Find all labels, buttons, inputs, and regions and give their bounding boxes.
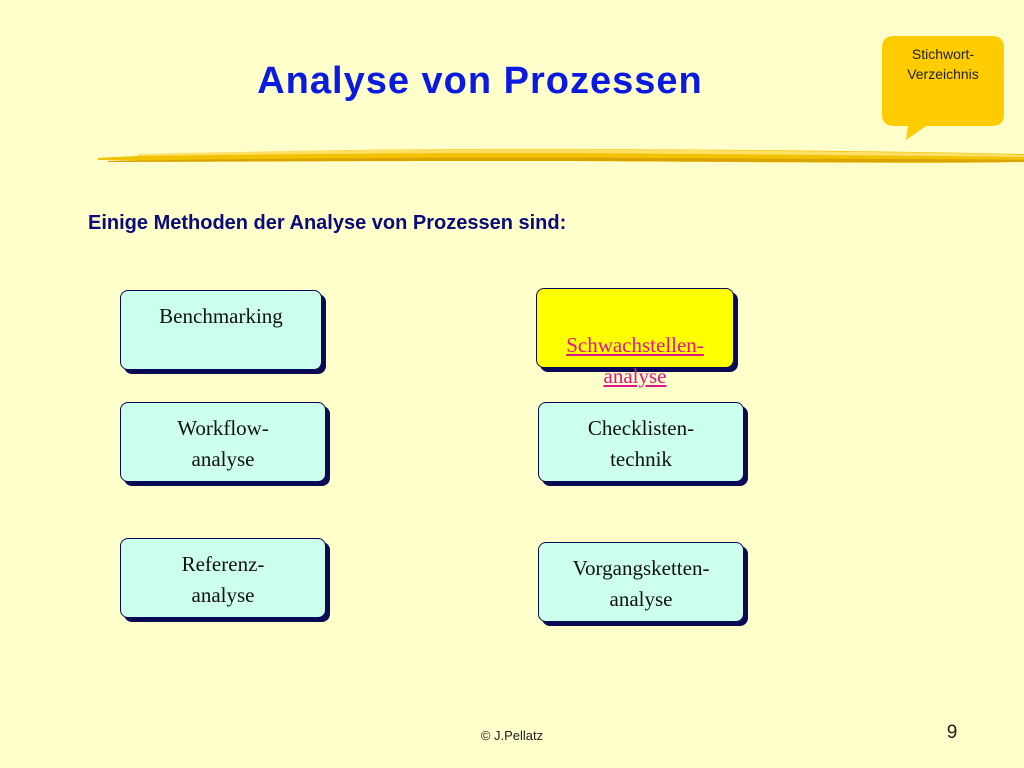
footer-copyright: © J.Pellatz bbox=[480, 728, 544, 743]
slide-title: Analyse von Prozessen bbox=[257, 60, 703, 102]
method-checklistentechnik[interactable]: Checklisten- technik bbox=[538, 402, 744, 482]
index-button[interactable]: Stichwort- Verzeichnis bbox=[907, 46, 979, 82]
method-workflowanalyse[interactable]: Workflow- analyse bbox=[120, 402, 326, 482]
section-heading: Einige Methoden der Analyse von Prozessen sind: bbox=[88, 212, 567, 234]
method-schwachstellenanalyse-link[interactable] bbox=[536, 288, 734, 388]
title-underline-brushstroke bbox=[98, 142, 1024, 170]
method-vorgangskettenanalyse[interactable]: Vorgangsketten- analyse bbox=[538, 542, 744, 622]
method-schwachstellenanalyse-label[interactable]: Schwachstellen- analyse bbox=[566, 333, 704, 388]
method-referenzanalyse[interactable]: Referenz- analyse bbox=[120, 538, 326, 618]
page-number: 9 bbox=[946, 722, 958, 743]
method-benchmarking[interactable]: Benchmarking bbox=[120, 290, 322, 370]
